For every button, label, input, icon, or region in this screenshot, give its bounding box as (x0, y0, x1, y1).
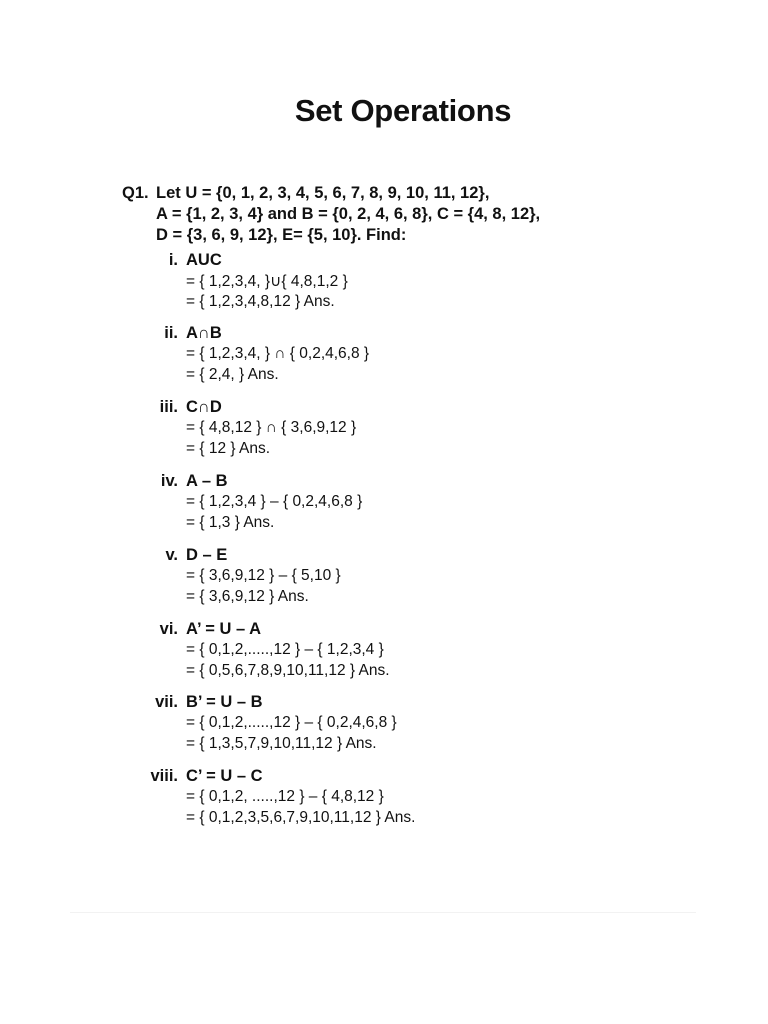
item-working-line: = { 0,1,2,.....,12 } – { 0,2,4,6,8 } (186, 714, 397, 731)
item-numeral: ii. (164, 324, 178, 342)
item-answer-line: = { 0,5,6,7,8,9,10,11,12 } Ans. (186, 662, 390, 679)
item-answer-line: = { 0,1,2,3,5,6,7,9,10,11,12 } Ans. (186, 809, 416, 826)
item-working-line: = { 1,2,3,4 } – { 0,2,4,6,8 } (186, 493, 363, 510)
item-numeral: iv. (160, 472, 178, 490)
item-heading: D – E (186, 546, 228, 564)
question-number: Q1. (122, 184, 149, 202)
item-heading: A’ = U – A (186, 620, 262, 638)
item-numeral: viii. (150, 767, 178, 785)
item-working-line: = { 4,8,12 } ∩ { 3,6,9,12 } (186, 419, 357, 436)
item-numeral: iii. (159, 398, 178, 416)
item-working-line: = { 0,1,2,.....,12 } – { 1,2,3,4 } (186, 641, 384, 658)
question-line-2: A = {1, 2, 3, 4} and B = {0, 2, 4, 6, 8}, C = {4, 8, 12}, (156, 205, 541, 223)
item-answer-line: = { 1,3 } Ans. (186, 514, 275, 531)
item-answer-line: = { 1,3,5,7,9,10,11,12 } Ans. (186, 735, 377, 752)
item-heading: A∩B (186, 324, 222, 342)
item-heading: C’ = U – C (186, 767, 263, 785)
page-title: Set Operations (294, 93, 512, 128)
item-heading: C∩D (186, 398, 222, 416)
item-answer-line: = { 12 } Ans. (186, 440, 271, 457)
question-line-3: D = {3, 6, 9, 12}, E= {5, 10}. Find: (156, 226, 407, 244)
item-numeral: vii. (155, 693, 178, 711)
item-heading: A – B (186, 472, 228, 490)
item-working-line: = { 1,2,3,4, } ∩ { 0,2,4,6,8 } (186, 345, 370, 362)
page-divider (70, 912, 696, 913)
question-statement (122, 183, 682, 246)
item-numeral: v. (165, 546, 178, 564)
item-working-line: = { 1,2,3,4, }∪{ 4,8,1,2 } (186, 273, 348, 290)
item-heading: AUC (186, 251, 222, 269)
item-working-line: = { 3,6,9,12 } – { 5,10 } (186, 567, 341, 584)
question-line-1: Let U = {0, 1, 2, 3, 4, 5, 6, 7, 8, 9, 10, 11, 12}, (156, 184, 490, 202)
item-heading: B’ = U – B (186, 693, 263, 711)
item-answer-line: = { 1,2,3,4,8,12 } Ans. (186, 293, 335, 310)
item-answer-line: = { 2,4, } Ans. (186, 366, 279, 383)
item-numeral: i. (168, 251, 178, 269)
item-numeral: vi. (159, 620, 178, 638)
item-working-line: = { 0,1,2, .....,12 } – { 4,8,12 } (186, 788, 384, 805)
item-answer-line: = { 3,6,9,12 } Ans. (186, 588, 309, 605)
